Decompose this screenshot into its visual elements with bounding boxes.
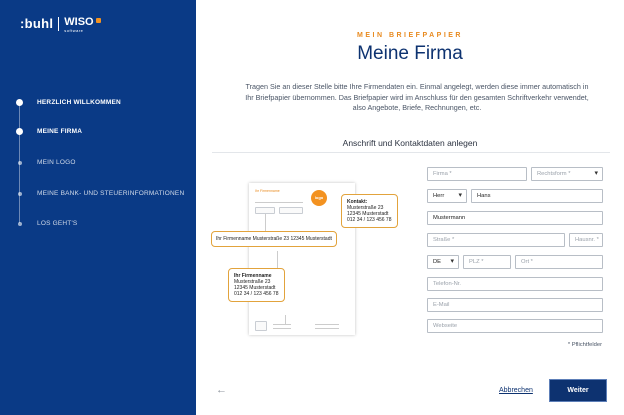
logo-wiso-text: WISO (64, 16, 94, 28)
paper-box (255, 207, 275, 214)
step-label: HERZLICH WILLKOMMEN (37, 99, 121, 106)
paper-line (273, 324, 291, 325)
step-done-dot-icon (16, 99, 23, 106)
webseite-input[interactable]: Webseite (427, 319, 603, 333)
logo-separator (58, 17, 59, 31)
strasse-input[interactable]: Straße * (427, 233, 565, 247)
anrede-select[interactable]: Herr ▾ (427, 189, 467, 203)
cancel-link[interactable]: Abbrechen (499, 387, 533, 394)
paper-logo-icon: logo (311, 190, 327, 206)
step-active-dot-icon (16, 128, 23, 135)
callout-heading: Ihr Firmenname (234, 273, 272, 279)
logo-wiso-subtext: software (64, 28, 84, 33)
paper-line (255, 202, 303, 203)
callout-line: Musterstraße 23 (234, 279, 271, 285)
logo-buhl-text: :buhl (20, 16, 54, 31)
step-mein-logo (16, 159, 76, 166)
land-select[interactable]: DE ▾ (427, 255, 459, 269)
callout-line: 012 34 / 123 456 78 (347, 217, 392, 223)
step-bank-steuer (16, 190, 184, 197)
step-upcoming-dot-icon (18, 222, 22, 226)
callout-line: 12345 Musterstadt (347, 211, 389, 217)
step-meine-firma[interactable] (16, 128, 82, 135)
section-divider (212, 152, 610, 153)
step-herzlich-willkommen[interactable] (16, 99, 121, 106)
sidebar (0, 0, 196, 415)
paper-company-name: Ihr Firmenname (255, 189, 280, 193)
vorname-input[interactable]: Hans (471, 189, 603, 203)
next-button[interactable]: Weiter (550, 380, 606, 401)
step-upcoming-dot-icon (18, 192, 22, 196)
email-input[interactable]: E-Mail (427, 298, 603, 312)
callout-line: Ihr Firmenname Musterstraße 23 12345 Musterstadt (216, 236, 332, 242)
buhl-wiso-logo (20, 17, 101, 33)
step-label: MEIN LOGO (37, 159, 76, 166)
paper-footer-box (255, 321, 267, 331)
company-callout (228, 268, 285, 302)
step-label: LOS GEHT'S (37, 220, 78, 227)
page-title: Meine Firma (357, 43, 463, 64)
paper-line (315, 328, 339, 329)
telefon-input[interactable]: Telefon-Nr. (427, 277, 603, 291)
back-arrow-icon[interactable]: ← (216, 384, 227, 396)
logo-wiso (64, 17, 93, 33)
required-fields-note: * Pflichtfelder (567, 342, 602, 348)
nachname-input[interactable]: Mustermann (427, 211, 603, 225)
section-title: Anschrift und Kontaktdaten anlegen (342, 138, 478, 148)
callout-line: 012 34 / 123 456 78 (234, 291, 279, 297)
callout-line: 12345 Musterstadt (234, 285, 276, 291)
callout-heading: Kontakt: (347, 199, 368, 205)
intro-text: Tragen Sie an dieser Stelle bitte Ihre Firmendaten ein. Einmal angelegt, werden diese immer automatisch in Ihr Briefpapier übernommen. Das Briefpapier wird im Anschluss für den gesamten Schriftverkehr verwendet, also Angebote, Briefe, Rechnungen, etc. (245, 82, 589, 112)
step-los-gehts (16, 220, 77, 227)
plz-input[interactable]: PLZ * (463, 255, 511, 269)
callout-line: Musterstraße 23 (347, 205, 384, 211)
letterhead-illustration (216, 180, 416, 340)
address-line-callout (211, 231, 337, 247)
main-content (196, 0, 624, 415)
paper-box (279, 207, 303, 214)
firma-input[interactable]: Firma * (427, 167, 527, 181)
letter-paper (249, 183, 355, 335)
step-upcoming-dot-icon (18, 161, 22, 165)
ort-input[interactable]: Ort * (515, 255, 603, 269)
hausnr-input[interactable]: Hausnr. * (569, 233, 603, 247)
step-label: MEINE FIRMA (37, 128, 83, 135)
step-label: MEINE BANK- UND STEUERINFORMATIONEN (37, 190, 185, 197)
paper-line (315, 324, 339, 325)
rechtsform-select[interactable]: Rechtsform * ▾ (531, 167, 603, 181)
page-kicker: MEIN BRIEFPAPIER (357, 32, 463, 39)
contact-callout (341, 194, 398, 228)
logo-orange-mark-icon (96, 18, 101, 23)
paper-line (273, 328, 291, 329)
